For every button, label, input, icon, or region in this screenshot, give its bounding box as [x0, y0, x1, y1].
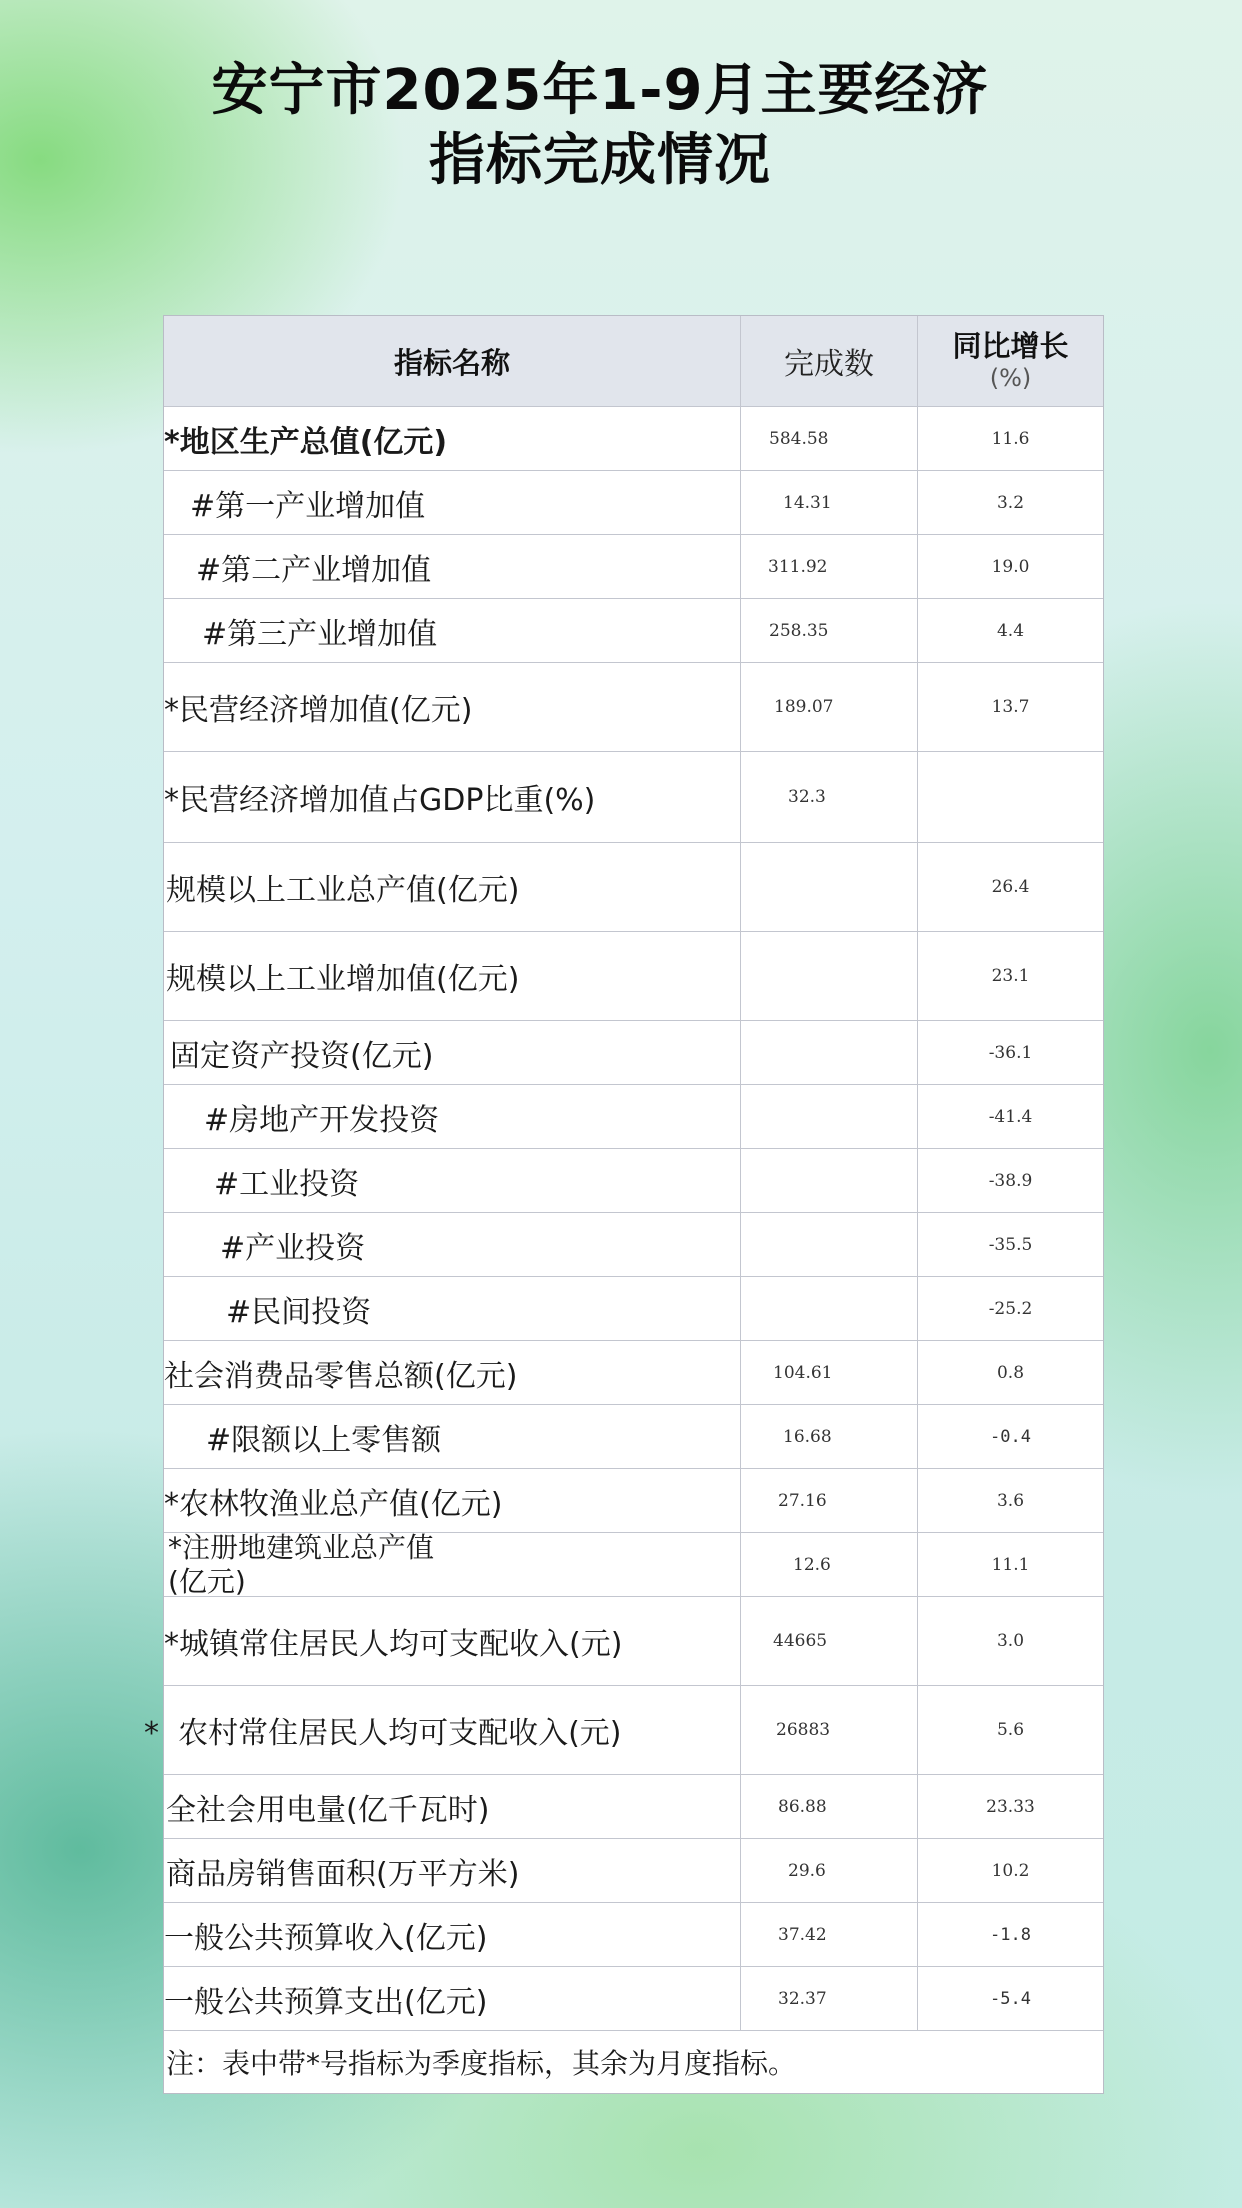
row-growth: -1.8 — [990, 1924, 1031, 1945]
row-name: *地区生产总值(亿元) — [164, 407, 741, 470]
table-header — [164, 316, 1103, 406]
page-title — [0, 56, 1200, 196]
row-name: 全社会用电量(亿千瓦时) — [164, 1775, 741, 1838]
table-row — [164, 1596, 1103, 1685]
row-growth: 13.7 — [991, 697, 1030, 717]
row-value: 37.42 — [741, 1903, 918, 1966]
table-row — [164, 842, 1103, 931]
row-growth: 3.6 — [996, 1490, 1025, 1511]
row-name: #第二产业增加值 — [164, 535, 741, 598]
row-value — [741, 932, 918, 1020]
row-value: 104.61 — [741, 1341, 918, 1404]
header-value: 完成数 — [741, 316, 918, 406]
table-row — [164, 534, 1103, 598]
row-name: 一般公共预算收入(亿元) — [164, 1903, 741, 1966]
row-value — [741, 1213, 918, 1276]
row-value: 29.6 — [741, 1839, 918, 1902]
row-growth: 23.1 — [991, 966, 1030, 986]
row-name: #第三产业增加值 — [164, 599, 741, 662]
row-growth: 3.0 — [996, 1631, 1025, 1651]
row-growth: 3.2 — [996, 492, 1025, 513]
row-growth: 0.8 — [996, 1362, 1025, 1383]
row-name: #产业投资 — [164, 1213, 741, 1276]
header-growth — [918, 316, 1103, 406]
row-name: 一般公共预算支出(亿元) — [164, 1967, 741, 2030]
row-name: #第一产业增加值 — [164, 471, 741, 534]
row-growth: 26.4 — [991, 877, 1030, 897]
row-value — [741, 843, 918, 931]
row-growth: 5.6 — [996, 1720, 1025, 1740]
row-value — [741, 1149, 918, 1212]
table-row — [164, 1966, 1103, 2030]
row-growth: -5.4 — [990, 1988, 1031, 2009]
table-row — [164, 1020, 1103, 1084]
row-value — [741, 1085, 918, 1148]
row-name: *民营经济增加值(亿元) — [164, 663, 741, 751]
row-value: 32.37 — [741, 1967, 918, 2030]
row-value — [741, 1277, 918, 1340]
table-row — [144, 1685, 1103, 1774]
row-name: *农林牧渔业总产值(亿元) — [164, 1469, 741, 1532]
table-row — [164, 662, 1103, 751]
row-growth: -35.5 — [988, 1234, 1033, 1255]
table-row — [164, 1468, 1103, 1532]
table-footnote: 注：表中带*号指标为季度指标，其余为月度指标。 — [164, 2030, 1103, 2093]
table-row — [164, 470, 1103, 534]
table-row — [164, 1838, 1103, 1902]
row-growth: 19.0 — [991, 556, 1030, 577]
row-name: #民间投资 — [164, 1277, 741, 1340]
indicators-table — [144, 315, 1104, 2094]
row-name: 商品房销售面积(万平方米) — [164, 1839, 741, 1902]
table-row — [164, 1774, 1103, 1838]
row-growth: 4.4 — [996, 620, 1025, 641]
header-name: 指标名称 — [164, 316, 741, 406]
table-row — [164, 598, 1103, 662]
table-row — [164, 1212, 1103, 1276]
row-growth: -36.1 — [988, 1042, 1033, 1063]
row-name: 固定资产投资(亿元) — [164, 1021, 741, 1084]
row-name: 规模以上工业总产值(亿元) — [164, 843, 741, 931]
row-name: #限额以上零售额 — [164, 1405, 741, 1468]
row-value: 26883 — [741, 1686, 918, 1774]
table-row — [164, 1532, 1103, 1596]
row-name: #房地产开发投资 — [164, 1085, 741, 1148]
row-value: 14.31 — [741, 471, 918, 534]
row-growth: 11.6 — [991, 428, 1030, 449]
row-growth: 11.1 — [991, 1554, 1030, 1575]
row-value: 584.58 — [741, 407, 918, 470]
row-name: #工业投资 — [164, 1149, 741, 1212]
title-line-2: 指标完成情况 — [429, 128, 771, 193]
row-value: 86.88 — [741, 1775, 918, 1838]
row-value: 16.68 — [741, 1405, 918, 1468]
row-value: 32.3 — [741, 752, 918, 842]
row-growth: -25.2 — [988, 1298, 1033, 1319]
row-value: 12.6 — [741, 1533, 918, 1596]
title-line-1: 安宁市2025年1-9月主要经济 — [211, 58, 989, 123]
row-growth: -41.4 — [988, 1106, 1033, 1127]
row-value: 258.35 — [741, 599, 918, 662]
table-row — [164, 751, 1103, 842]
row-growth — [918, 752, 1103, 842]
row-growth: 23.33 — [986, 1796, 1035, 1817]
row-name: 规模以上工业增加值(亿元) — [164, 932, 741, 1020]
table-row — [164, 931, 1103, 1020]
table-row — [164, 406, 1103, 470]
row-value: 27.16 — [741, 1469, 918, 1532]
row-name-line-1: *注册地建筑业总产值 — [168, 1530, 435, 1564]
table-row — [164, 1084, 1103, 1148]
row-name: 社会消费品零售总额(亿元) — [164, 1341, 741, 1404]
row-growth: 10.2 — [991, 1860, 1030, 1881]
row-name: *民营经济增加值占GDP比重(%) — [164, 752, 741, 842]
table-row — [164, 1276, 1103, 1340]
table-row — [164, 1340, 1103, 1404]
table-row — [164, 1404, 1103, 1468]
header-growth-unit: (%) — [989, 364, 1032, 392]
row-growth: -38.9 — [988, 1170, 1033, 1191]
table-row — [164, 1148, 1103, 1212]
row-value: 311.92 — [741, 535, 918, 598]
row-name: *城镇常住居民人均可支配收入(元) — [164, 1597, 741, 1685]
row-growth: -0.4 — [990, 1426, 1031, 1447]
row-name: * 农村常住居民人均可支配收入(元) — [144, 1686, 741, 1774]
row-value: 44665 — [741, 1597, 918, 1685]
row-value: 189.07 — [741, 663, 918, 751]
row-name — [164, 1530, 741, 1598]
row-value — [741, 1021, 918, 1084]
header-growth-label: 同比增长 — [952, 329, 1069, 363]
row-name-line-2: (亿元) — [168, 1564, 246, 1598]
table-row — [164, 1902, 1103, 1966]
